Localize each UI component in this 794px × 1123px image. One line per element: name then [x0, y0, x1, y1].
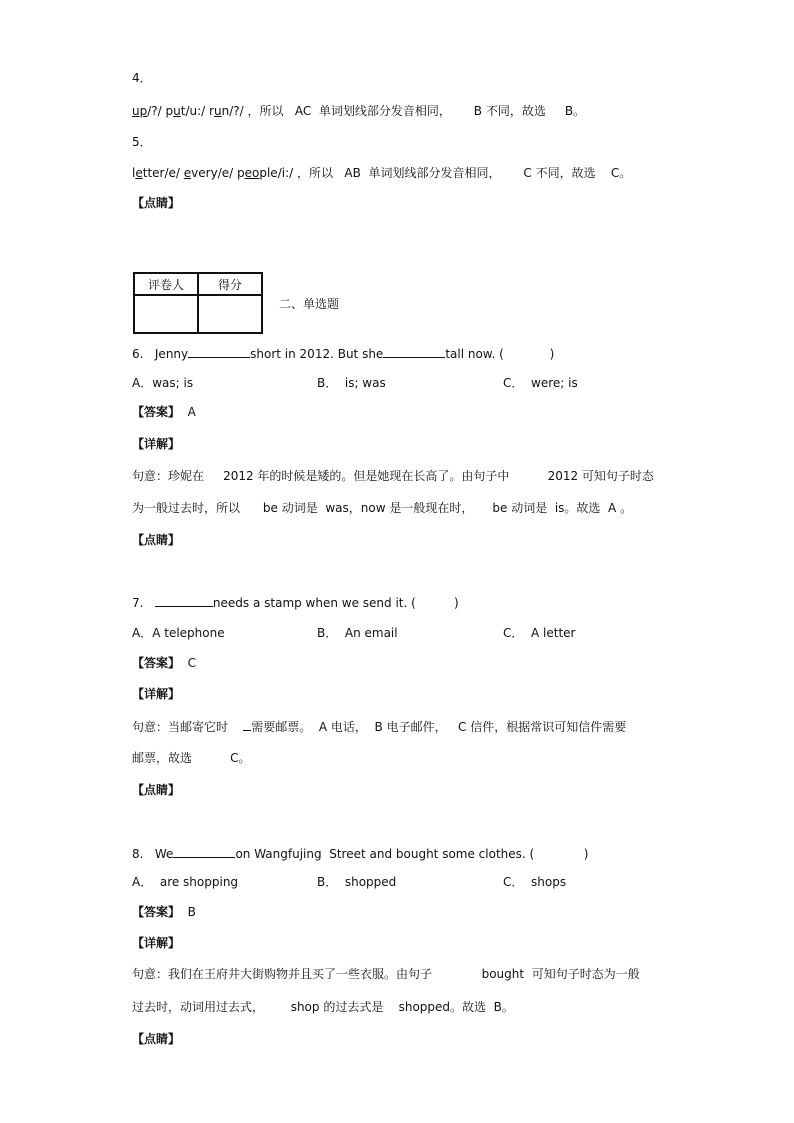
q7-detail-line-1	[132, 718, 626, 734]
score-table-grader-cell	[134, 295, 198, 333]
q5-word-2b: e	[183, 166, 192, 180]
q6-stem-part-b: short in 2012. But she	[250, 347, 384, 361]
q7-detail-label: 【详解】	[132, 687, 181, 701]
question-4-explanation	[132, 103, 585, 119]
q6-stem-part-c: tall now. ( )	[445, 347, 555, 361]
q7-answer-label: 【答案】	[132, 656, 181, 670]
q6-detail-label: 【详解】	[132, 437, 181, 451]
q6-answer-label: 【答案】	[132, 405, 181, 419]
question-4-number: 4．	[132, 71, 152, 85]
q5-word-3b: eo	[244, 166, 260, 180]
question-5-explanation	[132, 165, 631, 181]
q8-option-c: C． shops	[503, 875, 567, 889]
q7-detail-part-b: 需要邮票。 A 电话， B 电子邮件， C 信件，根据常识可知信件需要	[251, 720, 627, 734]
q8-stem-part-b: on Wangfujing Street and bought some clothes. ( )	[235, 847, 589, 861]
q8-option-b: B． shopped	[317, 875, 397, 889]
question-8-stem	[132, 845, 588, 861]
q6-blank-2	[383, 345, 445, 358]
q4-phonetic-3: /?/	[229, 104, 248, 118]
q6-blank-1	[188, 345, 250, 358]
q4-word-2c: t	[180, 104, 186, 118]
q5-word-1c: tter	[142, 166, 165, 180]
q5-word-3c: ple	[259, 166, 278, 180]
q5-phonetic-2: /e/	[217, 166, 237, 180]
q6-answer-value: A	[187, 405, 196, 419]
q4-word-2b: u	[173, 104, 181, 118]
score-table-grader-header: 评卷人	[134, 273, 198, 295]
q6-option-b: B． is; was	[317, 376, 386, 390]
q7-answer	[132, 655, 196, 671]
q8-detail-line-1: 句意：我们在王府井大街购物并且买了一些衣服。由句子 bought 可知句子时态为一般	[132, 967, 640, 981]
q8-option-a: A． are shopping	[132, 875, 239, 889]
q4-word-3b: u	[213, 104, 222, 118]
q7-option-a: A．A telephone	[132, 626, 225, 640]
q5-word-1b: e	[135, 166, 143, 180]
q8-answer-value: B	[187, 905, 196, 919]
q8-answer	[132, 904, 196, 920]
q7-dianjing-label: 【点睛】	[132, 783, 181, 797]
question-6-stem	[132, 345, 554, 361]
score-table	[133, 272, 263, 334]
score-table-score-cell	[198, 295, 262, 333]
score-table-score-header: 得分	[198, 273, 262, 295]
q5-dianjing-label: 【点睛】	[132, 196, 181, 210]
q6-option-a: A．was; is	[132, 376, 194, 390]
q7-detail-line-2: 邮票，故选 C。	[132, 751, 251, 765]
q4-phonetic-2: /u:/	[185, 104, 210, 118]
q8-stem-part-a: 8. We	[132, 847, 174, 861]
q7-stem-part-a: 7.	[132, 596, 155, 610]
q5-phonetic-1: /e/	[164, 166, 184, 180]
q7-option-b: B． An email	[317, 626, 398, 640]
q8-answer-label: 【答案】	[132, 905, 181, 919]
q7-option-c: C． A letter	[503, 626, 576, 640]
question-7-stem	[132, 594, 459, 610]
q4-word-3c: n	[221, 104, 230, 118]
q5-phonetic-3: /i:/	[277, 166, 297, 180]
q4-word-2a: p	[165, 104, 174, 118]
q8-blank	[173, 845, 235, 858]
q5-word-3a: p	[236, 166, 245, 180]
q8-detail-line-2: 过去时，动词用过去式， shop 的过去式是 shopped。故选 B。	[132, 1000, 514, 1014]
question-5-number: 5．	[132, 135, 152, 149]
section-title: 二、单选题	[279, 297, 340, 311]
q7-detail-part-a: 句意：当邮寄它时	[132, 720, 244, 734]
q6-stem-part-a: 6. Jenny	[132, 347, 189, 361]
q7-blank	[155, 594, 213, 607]
q6-answer	[132, 404, 196, 420]
q4-explain-text: ，所以 AC 单词划线部分发音相同， B 不同，故选 B。	[247, 104, 586, 118]
q8-dianjing-label: 【点睛】	[132, 1032, 181, 1046]
q6-option-c: C． were; is	[503, 376, 578, 390]
q4-phonetic-1: /?/	[147, 104, 166, 118]
q6-detail-line-2: 为一般过去时，所以 be 动词是 was，now 是一般现在时， be 动词是 is。故选 A 。	[132, 501, 633, 515]
q7-answer-value: C	[187, 656, 197, 670]
q6-detail-line-1: 句意：珍妮在 2012 年的时候是矮的。但是她现在长高了。由句子中 2012 可知句子时态	[132, 469, 654, 483]
q5-word-1a: l	[132, 166, 136, 180]
q7-stem-part-b: needs a stamp when we send it. ( )	[212, 596, 459, 610]
q6-dianjing-label: 【点睛】	[132, 533, 181, 547]
q8-detail-label: 【详解】	[132, 936, 181, 950]
q5-explain-text: ，所以 AB 单词划线部分发音相同， C 不同，故选 C。	[296, 166, 632, 180]
q5-word-2c: very	[191, 166, 218, 180]
q4-word-1: up	[132, 104, 148, 118]
q4-word-3a: r	[209, 104, 214, 118]
